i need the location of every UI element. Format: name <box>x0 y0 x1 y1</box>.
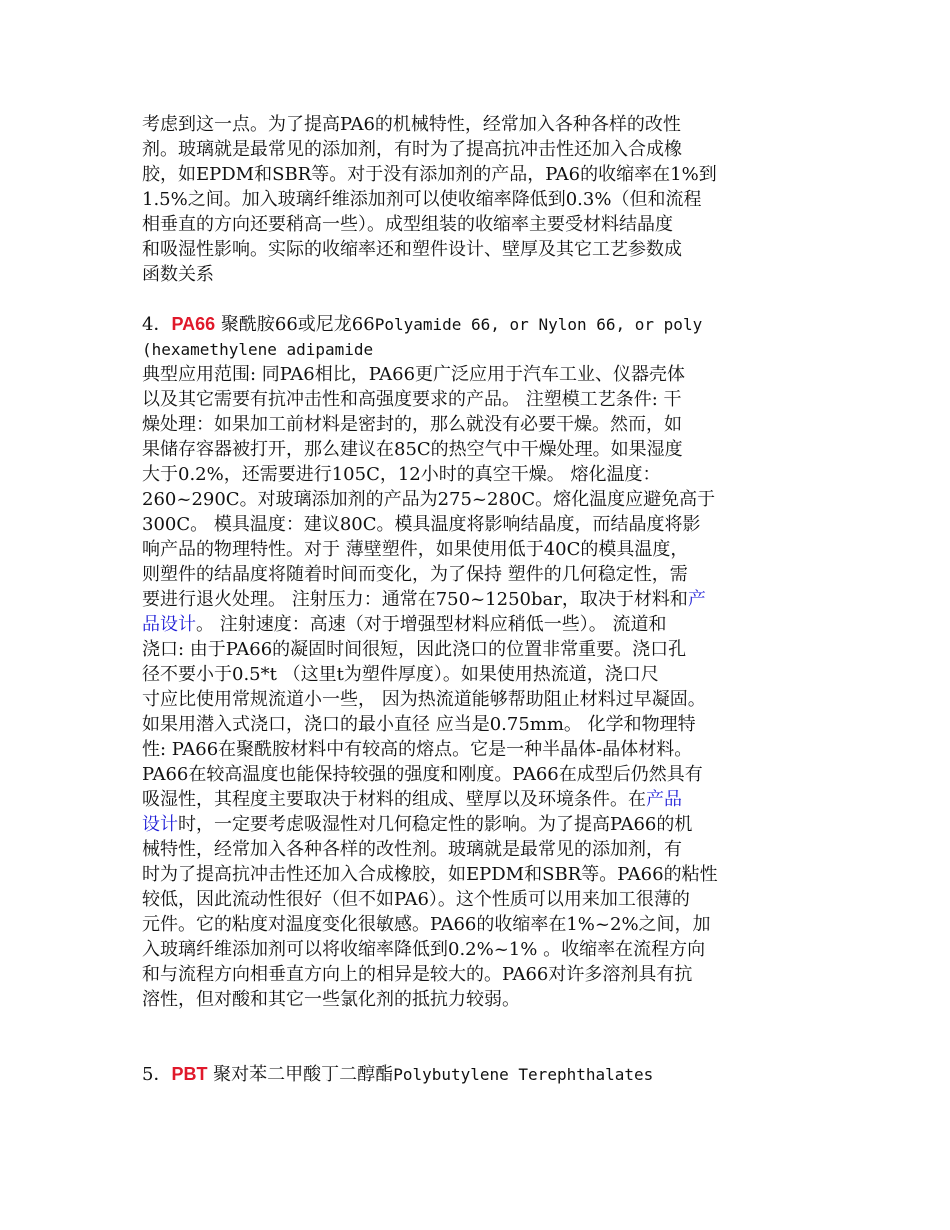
text-line <box>142 587 802 612</box>
intro-paragraph <box>142 112 802 287</box>
pbt-section <box>142 1062 802 1087</box>
text-line: 燥处理：如果加工前材料是密封的，那么就没有必要干燥。然而，如 <box>142 414 682 435</box>
text-span: 时，一定要考虑吸湿性对几何稳定性的影响。为了提高PA66的机 <box>178 814 693 835</box>
text-line: 300C。 模具温度：建议80C。模具温度将影响结晶度，而结晶度将影 <box>142 514 701 535</box>
text-line: 性: PA66在聚酰胺材料中有较高的熔点。它是一种半晶体-晶体材料。 <box>142 739 693 760</box>
text-line: 寸应比使用常规流道小一些， 因为热流道能够帮助阻止材料过早凝固。 <box>142 689 706 710</box>
text-span: 。 注射速度：高速（对于增强型材料应稍低一些）。 流道和 <box>196 614 667 635</box>
product-design-link[interactable]: 产品 <box>646 789 682 810</box>
material-name-cn: 聚对苯二甲酸丁二醇酯 <box>207 1064 394 1085</box>
text-line: 1.5%之间。加入玻璃纤维添加剂可以使收缩率降低到0.3%（但和流程 <box>142 189 702 210</box>
product-design-link[interactable]: 设计 <box>142 814 178 835</box>
text-line: 和与流程方向相垂直方向上的相异是较大的。PA66对许多溶剂具有抗 <box>142 964 693 985</box>
text-line: 械特性，经常加入各种各样的改性剂。玻璃就是最常见的添加剂，有 <box>142 839 682 860</box>
text-line: 则塑件的结晶度将随着时间而变化，为了保持 塑件的几何稳定性，需 <box>142 564 688 585</box>
text-line: 时为了提高抗冲击性还加入合成橡胶，如EPDM和SBR等。PA66的粘性 <box>142 864 718 885</box>
pa66-section <box>142 312 802 1012</box>
text-line: 函数关系 <box>142 264 214 285</box>
text-line: 径不要小于0.5*t （这里t为塑件厚度）。如果使用热流道，浇口尺 <box>142 664 659 685</box>
text-line: 相垂直的方向还要稍高一些）。成型组装的收缩率主要受材料结晶度 <box>142 214 673 235</box>
text-line: 和吸湿性影响。实际的收缩率还和塑件设计、壁厚及其它工艺参数成 <box>142 239 682 260</box>
pbt-heading <box>142 1062 802 1087</box>
text-line: 元件。它的粘度对温度变化很敏感。PA66的收缩率在1%~2%之间，加 <box>142 914 711 935</box>
text-line: 大于0.2%，还需要进行105C，12小时的真空干燥。 熔化温度： <box>142 464 661 485</box>
section-number: 4． <box>142 314 172 335</box>
text-line: 入玻璃纤维添加剂可以将收缩率降低到0.2%~1% 。收缩率在流程方向 <box>142 939 706 960</box>
text-line: 溶性，但对酸和其它一些氯化剂的抵抗力较弱。 <box>142 989 520 1010</box>
document-page <box>142 112 802 1087</box>
text-line: PA66在较高温度也能保持较强的强度和刚度。PA66在成型后仍然具有 <box>142 764 703 785</box>
text-line: 考虑到这一点。为了提高PA6的机械特性，经常加入各种各样的改性 <box>142 114 681 135</box>
text-line: 果储存容器被打开，那么建议在85C的热空气中干燥处理。如果湿度 <box>142 439 683 460</box>
text-line <box>142 612 802 637</box>
text-span: 要进行退火处理。 注射压力：通常在750~1250bar，取决于材料和 <box>142 589 688 610</box>
product-design-link[interactable]: 品设计 <box>142 614 196 635</box>
text-line: 典型应用范围: 同PA6相比，PA66更广泛应用于汽车工业、仪器壳体 <box>142 364 686 385</box>
text-span: 吸湿性，其程度主要取决于材料的组成、壁厚以及环境条件。在 <box>142 789 646 810</box>
pa66-keyword: PA66 <box>171 314 216 334</box>
text-line: 胶，如EPDM和SBR等。对于没有添加剂的产品，PA6的收缩率在1%到 <box>142 164 717 185</box>
pbt-keyword: PBT <box>171 1064 208 1084</box>
product-design-link[interactable]: 产 <box>687 589 706 610</box>
material-name-cn: 聚酰胺66或尼龙66 <box>215 314 375 335</box>
text-line: 较低，因此流动性很好（但不如PA6）。这个性质可以用来加工很薄的 <box>142 889 690 910</box>
spacer <box>142 1012 802 1062</box>
material-name-en-cont: (hexamethylene adipamide <box>142 340 374 359</box>
pa66-heading <box>142 312 802 337</box>
text-line: 浇口: 由于PA66的凝固时间很短，因此浇口的位置非常重要。浇口孔 <box>142 639 687 660</box>
section-number: 5． <box>142 1064 172 1085</box>
text-line: 如果用潜入式浇口，浇口的最小直径 应当是0.75mm。 化学和物理特 <box>142 714 696 735</box>
material-name-en: Polybutylene Terephthalates <box>393 1065 654 1084</box>
text-line: 剂。玻璃就是最常见的添加剂，有时为了提高抗冲击性还加入合成橡 <box>142 139 682 160</box>
text-line: 260~290C。对玻璃添加剂的产品为275~280C。熔化温度应避免高于 <box>142 489 716 510</box>
spacer <box>142 287 802 312</box>
text-line: 响产品的物理特性。对于 薄壁塑件，如果使用低于40C的模具温度， <box>142 539 689 560</box>
material-name-en: Polyamide 66, or Nylon 66, or poly <box>374 315 703 334</box>
text-line <box>142 812 802 837</box>
text-line <box>142 787 802 812</box>
text-line: 以及其它需要有抗冲击性和高强度要求的产品。 注塑模工艺条件: 干 <box>142 389 682 410</box>
